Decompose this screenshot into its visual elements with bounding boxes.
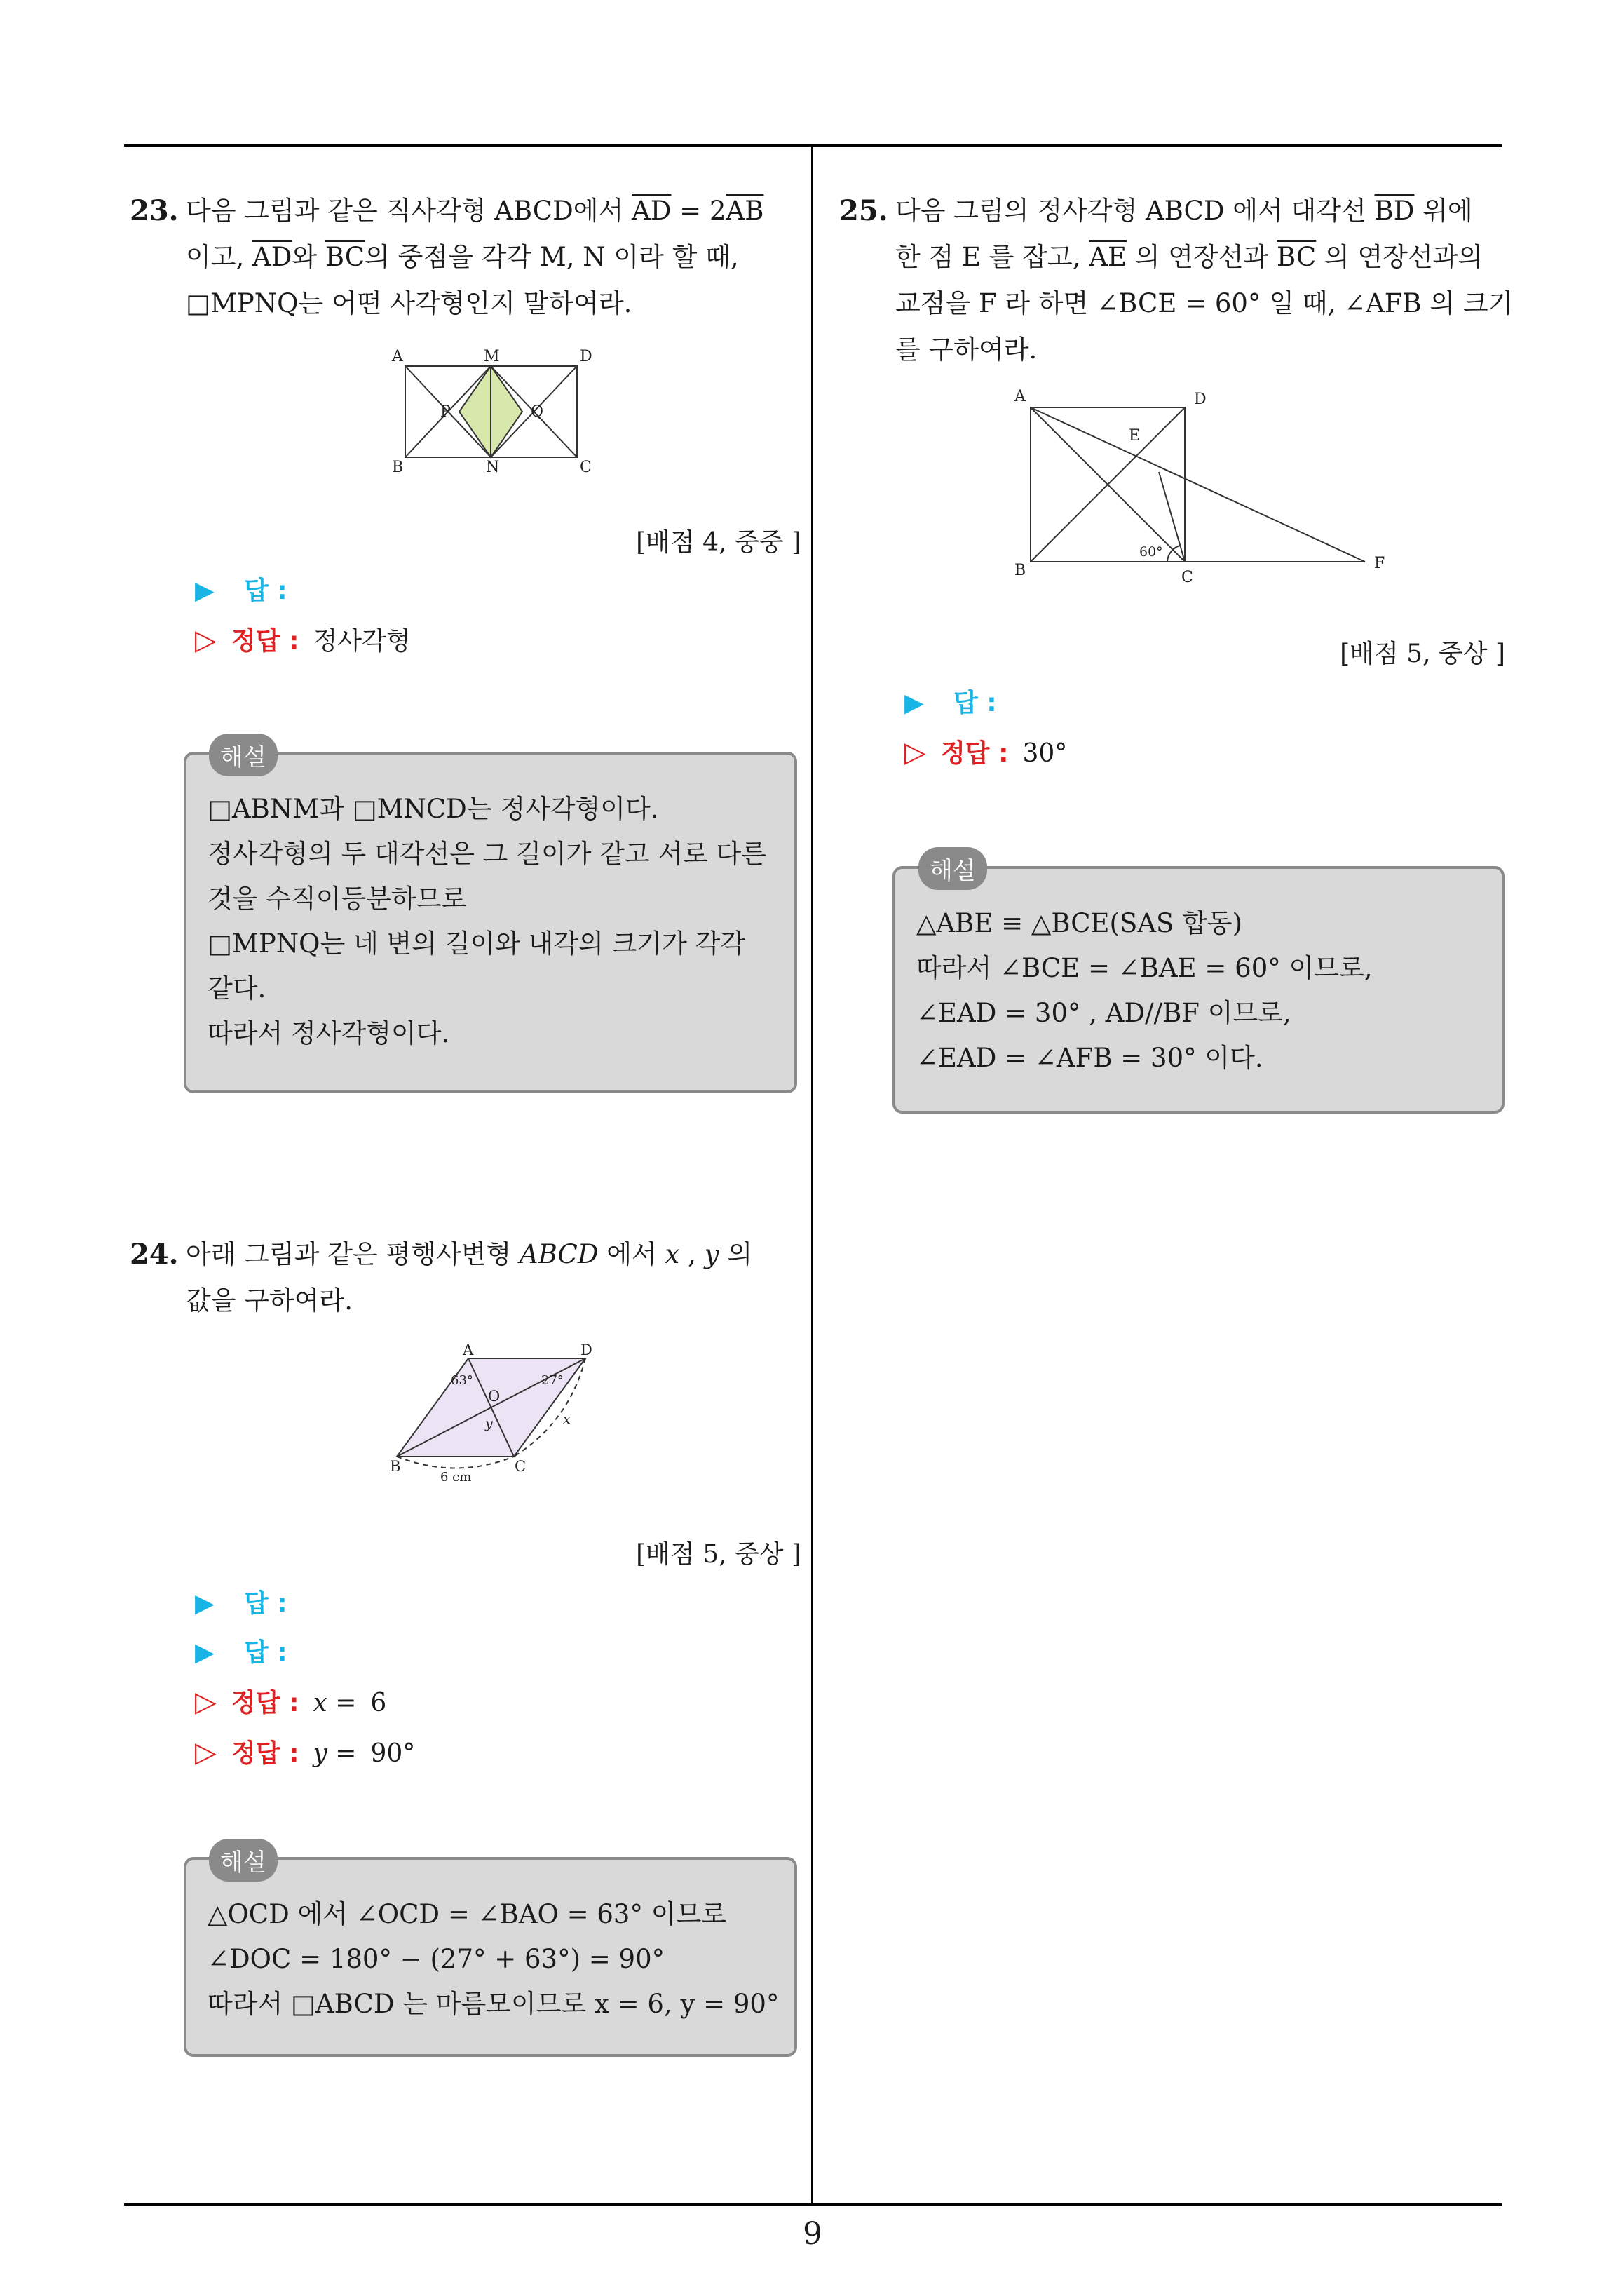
explanation-tag: 해설	[209, 1839, 278, 1882]
label-C: C	[515, 1458, 527, 1475]
explanation-tag: 해설	[209, 734, 278, 776]
question-line: □MPNQ는 어떤 사각형인지 말하여라.	[186, 288, 632, 318]
score-25: [배점 5, 중상 ]	[1340, 640, 1505, 668]
question-number: 25.	[839, 194, 888, 227]
parallelogram-figure	[386, 1341, 610, 1481]
label-C: C	[580, 459, 592, 473]
label-P: P	[440, 403, 451, 421]
label-D: D	[580, 348, 592, 365]
correct-answer-row: ▷ 정답 : 정사각형	[195, 616, 411, 666]
label-Q: Q	[531, 403, 544, 421]
top-rule	[124, 144, 1502, 147]
label-x: x	[563, 1412, 571, 1427]
question-line: 다음 그림과 같은 직사각형 ABCD에서 $\overline{AD} = 2\overline{AB}$	[186, 196, 764, 226]
label-N: N	[486, 459, 500, 473]
question-number: 24.	[130, 1238, 179, 1271]
label-D: D	[580, 1342, 592, 1358]
correct-answer-row: ▷ 정답 : y = 90°	[195, 1728, 415, 1778]
score-23: [배점 4, 중중 ]	[636, 528, 801, 557]
question-23	[130, 188, 803, 327]
label-C: C	[1181, 569, 1193, 586]
triangle-icon: ▶	[195, 1638, 215, 1667]
label-F: F	[1374, 555, 1385, 572]
outline-triangle-icon: ▷	[195, 624, 217, 656]
correct-answer-row: ▷ 정답 : 30°	[904, 728, 1067, 778]
outline-triangle-icon: ▷	[195, 1686, 217, 1718]
angle-60-label: 60°	[1139, 544, 1163, 560]
label-y: y	[485, 1416, 493, 1431]
answer-input-row[interactable]: ▶ 답 :	[195, 1628, 415, 1677]
square-figure	[1006, 384, 1399, 588]
question-line: 를 구하여라.	[895, 335, 1038, 365]
explanation-box-25: △ABE ≡ △BCE(SAS 합동) 따라서 ∠BCE = ∠BAE = 60° 이므로, ∠EAD = 30° , AD//BF 이므로, ∠EAD = ∠AFB = 30° 이다.	[892, 866, 1505, 1114]
correct-answer-row: ▷ 정답 : x = 6	[195, 1677, 415, 1728]
answer-input-row[interactable]: ▶ 답 :	[904, 679, 1067, 728]
angle-27-label: 27°	[541, 1373, 564, 1388]
outline-triangle-icon: ▷	[904, 736, 926, 769]
label-M: M	[484, 348, 500, 365]
label-A: A	[1014, 388, 1026, 405]
question-line: 이고, $\overline{AD}$와 $\overline{BC}$의 중점을 각각 M, N 이라 할 때,	[186, 242, 739, 272]
answer-input-row[interactable]: ▶ 답 :	[195, 1579, 415, 1628]
label-A: A	[392, 348, 403, 365]
triangle-icon: ▶	[195, 576, 215, 605]
triangle-icon: ▶	[195, 1589, 215, 1618]
question-24	[130, 1231, 803, 1324]
explanation-box-23: □ABNM과 □MNCD는 정사각형이다. 정사각형의 두 대각선은 그 길이가 같고 서로 다른 것을 수직이등분하므로 □MPNQ는 네 변의 길이와 내각의 크기가 각각 같다. 따라서 정사각형이다.	[184, 752, 797, 1093]
column-divider	[811, 144, 813, 2205]
question-line: 한 점 E 를 잡고, $\overline{AE}$ 의 연장선과 $\overline{BC}$ 의 연장선과의	[895, 242, 1483, 272]
label-O: O	[488, 1388, 501, 1405]
answer-block-24	[195, 1579, 415, 1778]
answer-block-23	[195, 567, 411, 666]
explanation-box-24: △OCD 에서 ∠OCD = ∠BAO = 63° 이므로 ∠DOC = 180° − (27° + 63°) = 90° 따라서 □ABCD 는 마름모이므로 x = 6, y = 90°	[184, 1857, 797, 2057]
label-D: D	[1194, 391, 1207, 408]
question-number: 23.	[130, 194, 179, 227]
label-B: B	[392, 459, 404, 473]
answer-block-25	[904, 679, 1067, 778]
label-E: E	[1129, 427, 1141, 445]
question-line: 값을 구하여라.	[186, 1285, 353, 1316]
question-line: 교점을 F 라 하면 ∠BCE = 60° 일 때, ∠AFB 의 크기	[895, 288, 1514, 318]
question-line: 아래 그림과 같은 평행사변형 ABCD 에서 x , y 의	[186, 1239, 753, 1269]
label-B: B	[390, 1458, 401, 1475]
outline-triangle-icon: ▷	[195, 1736, 217, 1769]
page-number: 9	[803, 2216, 822, 2252]
triangle-icon: ▶	[904, 689, 924, 717]
label-A: A	[463, 1342, 474, 1358]
question-line: 다음 그림의 정사각형 ABCD 에서 대각선 $\overline{BD}$ 위에	[895, 196, 1473, 226]
answer-input-row[interactable]: ▶ 답 :	[195, 567, 411, 616]
score-24: [배점 5, 중상 ]	[636, 1540, 801, 1569]
explanation-tag: 해설	[918, 847, 987, 890]
bottom-rule	[124, 2203, 1502, 2206]
label-B: B	[1014, 562, 1026, 579]
question-25	[839, 188, 1512, 373]
angle-63-label: 63°	[451, 1373, 473, 1388]
length-label: 6 cm	[440, 1470, 472, 1481]
rectangle-figure	[382, 340, 610, 473]
